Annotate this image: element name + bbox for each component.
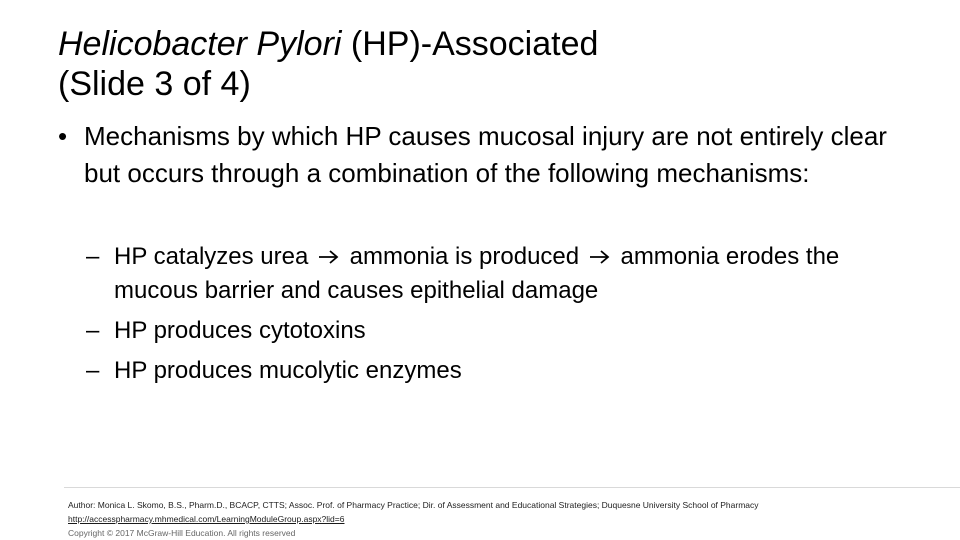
- sub-dash: –: [86, 243, 100, 270]
- right-arrow-icon: [588, 249, 612, 265]
- sub-enzymes-text: HP produces mucolytic enzymes: [114, 357, 462, 384]
- sub-urea-part3: ammonia erodes the mucous barrier and causes epithelial damage: [114, 243, 840, 304]
- main-bullet-text: Mechanisms by which HP causes mucosal injury are not entirely clear but occurs through a combination of the following mechanisms:: [84, 121, 887, 188]
- slide-title: [58, 24, 918, 104]
- sub-dash: –: [86, 317, 100, 344]
- main-bullet: [58, 118, 928, 192]
- sub-urea-part1: HP catalyzes urea: [114, 243, 309, 270]
- footer-copyright: Copyright © 2017 McGraw-Hill Education. All rights reserved: [68, 528, 296, 538]
- sub-bullet-urea: [86, 240, 926, 308]
- sub-bullet-list: [86, 240, 926, 394]
- bullet-dot: •: [58, 121, 68, 151]
- title-rest: (HP)-Associated: [341, 25, 599, 63]
- sub-urea-part2: ammonia is produced: [349, 243, 580, 270]
- footer: [68, 498, 948, 540]
- sub-dash: –: [86, 357, 100, 384]
- sub-bullet-enzymes: [86, 354, 926, 388]
- footer-divider: [64, 487, 960, 488]
- title-italic: Helicobacter Pylori: [58, 25, 342, 63]
- footer-author: Author: Monica L. Skomo, B.S., Pharm.D., BCACP, CTTS; Assoc. Prof. of Pharmacy Practice; Dir. of Assessment and Educational Strategies; Duquesne University School of Pharmacy: [68, 500, 759, 510]
- right-arrow-icon: [317, 249, 341, 265]
- sub-cytotoxins-text: HP produces cytotoxins: [114, 317, 366, 344]
- title-line2: (Slide 3 of 4): [58, 65, 251, 103]
- sub-bullet-cytotoxins: [86, 314, 926, 348]
- footer-link[interactable]: http://accesspharmacy.mhmedical.com/LearningModuleGroup.aspx?lid=6: [68, 514, 345, 524]
